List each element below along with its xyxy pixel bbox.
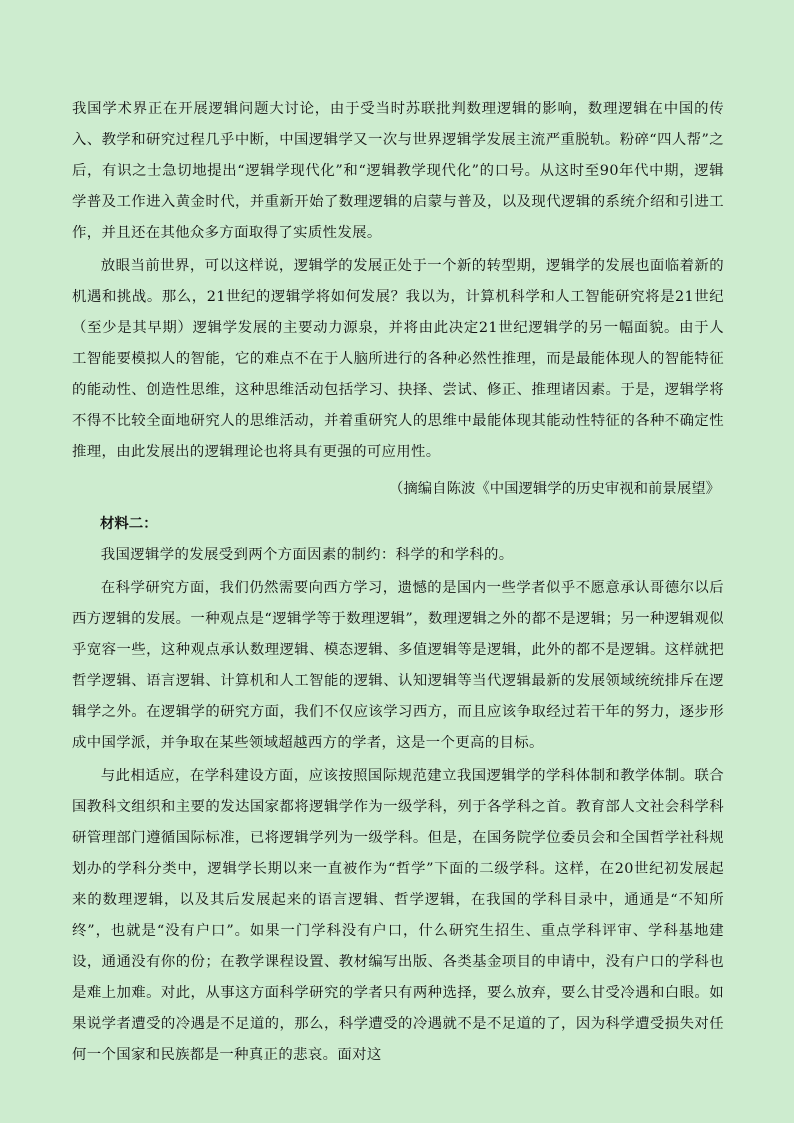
paragraph-2: 放眼当前世界，可以这样说，逻辑学的发展正处于一个新的转型期，逻辑学的发展也面临着新的机遇和挑战。那么，21世纪的逻辑学将如何发展？我以为，计算机科学和人工智能研究将是21世纪（至少是其早期）逻辑学发展的主要动力源泉，并将由此决定21世纪逻辑学的另一幅面貌。由于人工智能要模拟人的智能，它的难点不在于人脑所进行的各种必然性推理，而是最能体现人的智能特征的能动性、创造性思维，这种思维活动包括学习、抉择、尝试、修正、推理诸因素。于是，逻辑学将不得不比较全面地研究人的思维活动，并着重研究人的思维中最能体现其能动性特征的各种不确定性推理，由此发展出的逻辑理论也将具有更强的可应用性。: [72, 258, 724, 460]
section-title: 材料二：: [100, 516, 158, 532]
paragraph-1: 我国学术界正在开展逻辑问题大讨论，由于受当时苏联批判数理逻辑的影响，数理逻辑在中国的传入、教学和研究过程几乎中断，中国逻辑学又一次与世界逻辑学发展主流严重脱轨。粉碎“四人帮”之后，有识之士急切地提出“逻辑学现代化”和“逻辑教学现代化”的口号。从这时至90年代中期，逻辑学普及工作进入黄金时代，并重新开始了数理逻辑的启蒙与普及，以及现代逻辑的系统介绍和引进工作，并且还在其他众多方面取得了实质性发展。: [72, 101, 724, 241]
source-citation: （摘编自陈波《中国逻辑学的历史审视和前景展望》: [389, 481, 720, 497]
document-page: [72, 94, 724, 1073]
paragraph-4: 在科学研究方面，我们仍然需要向西方学习，遗憾的是国内一些学者似乎不愿意承认哥德尔以后西方逻辑的发展。一种观点是“逻辑学等于数理逻辑”，数理逻辑之外的都不是逻辑；另一种逻辑观似乎宽容一些，这种观点承认数理逻辑、模态逻辑、多值逻辑等是逻辑，此外的都不是逻辑。这样就把哲学逻辑、语言逻辑、计算机和人工智能的逻辑、认知逻辑等当代逻辑最新的发展领域统统排斥在逻辑学之外。在逻辑学的研究方面，我们不仅应该学习西方，而且应该争取经过若干年的努力，逐步形成中国学派，并争取在某些领域超越西方的学者，这是一个更高的目标。: [72, 580, 724, 751]
paragraph-3: 我国逻辑学的发展受到两个方面因素的制约：科学的和学科的。: [100, 547, 514, 563]
paragraph-5: 与此相适应，在学科建设方面，应该按照国际规范建立我国逻辑学的学科体制和教学体制。联合国教科文组织和主要的发达国家都将逻辑学作为一级学科，列于各学科之首。教育部人文社会科学科研管理部门遵循国际标准，已将逻辑学列为一级学科。但是，在国务院学位委员会和全国哲学社科规划办的学科分类中，逻辑学长期以来一直被作为“哲学”下面的二级学科。这样，在20世纪初发展起来的数理逻辑，以及其后发展起来的语言逻辑、哲学逻辑，在我国的学科目录中，通通是“不知所终”，也就是“没有户口”。如果一门学科没有户口，什么研究生招生、重点学科评审、学科基地建设，通通没有你的份；在教学课程设置、教材编写出版、各类基金项目的申请中，没有户口的学科也是难上加难。对此，从事这方面科学研究的学者只有两种选择，要么放弃，要么甘受冷遇和白眼。如果说学者遭受的冷遇是不足道的，那么，科学遭受的冷遇就不是不足道的了，因为科学遭受损失对任何一个国家和民族都是一种真正的悲哀。面对这: [72, 768, 724, 1063]
